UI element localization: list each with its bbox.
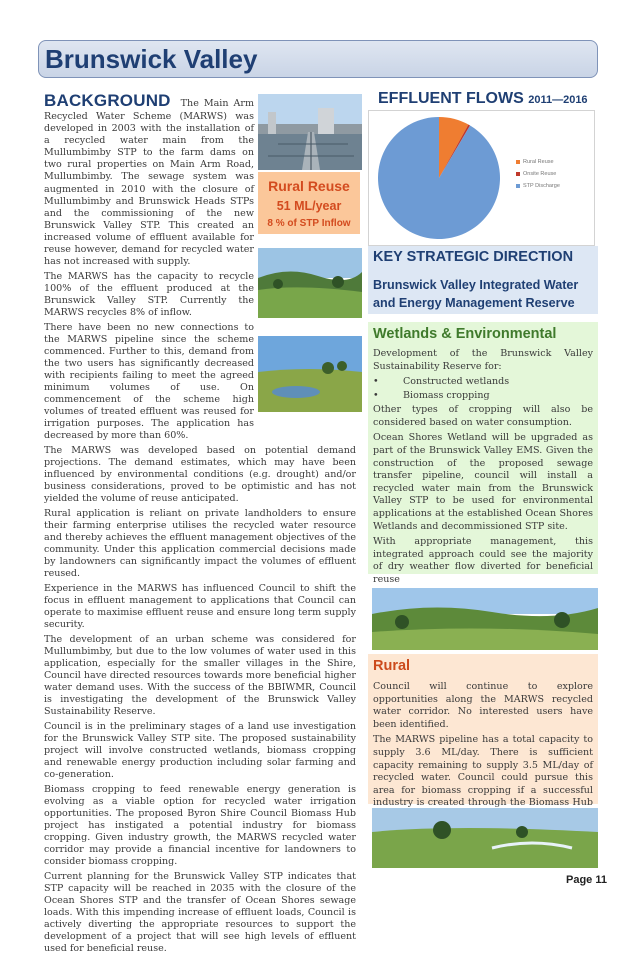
title-banner — [38, 40, 598, 78]
pie-legend — [516, 159, 560, 195]
legend-item-rural-reuse: Rural Reuse — [516, 159, 560, 165]
wetlands-p3: With appropriate management, this integrated approach could see the majority of dry weather flow diverted for beneficial reuse — [373, 536, 593, 585]
rural-reuse-share: 8 % of STP Inflow — [267, 218, 351, 229]
valley-photo — [372, 588, 598, 650]
background-p1: BACKGROUND The Main Arm Recycled Water Scheme (MARWS) was developed in 2003 with the installation of a recycled water main from the Mullumbimby STP to the farm dams on two rural properties on Main Arm Road, Mullumbimby. The sewage system was augmented in 2010 with the closure of Mullumbimby and Brunswick Heads STPs and the commissioning of the new Brunswick Valley STP. This created an increased volume of effluent available for reuse however, demand for recycled water has not increased with supply. — [44, 91, 254, 267]
page-title: Brunswick Valley — [45, 44, 258, 74]
strategic-heading: KEY STRATEGIC DIRECTION — [373, 249, 574, 265]
wetlands-p1: Other types of cropping will also be considered based on water consumption. — [373, 404, 593, 428]
dam-photo — [258, 336, 362, 412]
page-number: Page 11 — [566, 874, 607, 886]
background-p6: Experience in the MARWS has influenced Council to shift the focus in effluent management to applications that Council can operate to maximise effluent reuse and ensure long term supply security. — [44, 583, 356, 631]
rural-p2: The MARWS pipeline has a total capacity to supply 3.6 ML/day. There is sufficient capacity remaining to supply 3.5 ML/day of recycled water. Council could pursue this area for biomass cropping if a successful industry is created through the Biomass Hub — [373, 734, 593, 809]
rural-box — [368, 654, 598, 809]
rural-reuse-title: Rural Reuse — [268, 178, 350, 194]
background-p2: The MARWS has the capacity to recycle 100% of the effluent produced at the Brunswick Valley STP. Currently the MARWS recycles 8% of inflow. — [44, 270, 254, 318]
legend-item-onsite-reuse: Onsite Reuse — [516, 171, 560, 177]
pie-svg — [369, 111, 509, 245]
strategic-direction-box — [368, 246, 598, 314]
irrigation-photo — [372, 808, 598, 868]
legend-item-stp-discharge: STP Discharge — [516, 183, 560, 189]
hills-photo — [258, 248, 362, 318]
rural-p1: Council will continue to explore opportunities along the MARWS recycled water corridor. No interested users have been identified. — [373, 681, 593, 730]
wetlands-box — [368, 322, 598, 585]
rural-reuse-callout — [258, 172, 360, 234]
wetlands-intro: Development of the Brunswick Valley Sustainability Reserve for: — [373, 348, 593, 372]
background-p8: Council is in the preliminary stages of a land use investigation for the Brunswick Valley STP site. The proposed sustainability project will involve constructed wetlands, biomass cropping and renewable energy production including solar farming and co-generation. — [44, 721, 356, 781]
background-p3: There have been no new connections to the MARWS pipeline since the scheme commenced. Further to this, demand from the two users has significantly decreased with recipients failing to meet the agreed minimum volumes of use. On commencement of the scheme high volumes of treated effluent was reused for irrigation purposes. The application has decreased by more than 60%. — [44, 321, 254, 441]
pie-slice-stp-discharge — [378, 117, 500, 239]
stp-photo — [258, 94, 362, 170]
background-p10: Current planning for the Brunswick Valley STP indicates that STP capacity will be reached in 2035 with the closure of the Ocean Shores STP and the transfer of Ocean Shores sewage loads. With this impending increase of effluent loads, Council is actively diverting the appropriate resources to support the development of a project that will see high levels of effluent used for beneficial reuse. — [44, 871, 356, 955]
effluent-pie-chart — [368, 110, 595, 246]
background-p9: Biomass cropping to feed renewable energy generation is evolving as a viable option for recycled water irrigation opportunities. The proposed Byron Shire Council Biomass Hub project has instigated a potential industry for biomass cropping. Given industry growth, the MARWS recycled water corridor may provide a financial incentive for landowners to consider biomass cropping. — [44, 784, 356, 868]
effluent-heading: EFFLUENT FLOWS 2011—2016 — [378, 90, 588, 107]
background-p4: The MARWS was developed based on potential demand projections. The demand estimates, which may have been influenced by environmental conditions (e.g. drought) and/or business considerations, proved to be optimistic and has not yielded the volume of reuse anticipated. — [44, 444, 356, 504]
rural-heading: Rural — [373, 658, 411, 674]
wetlands-p2: Ocean Shores Wetland will be upgraded as part of the Brunswick Valley EMS. Given the construction of the proposed sewage transfer pipeline, council will install a recycled water main from the Brunswick Valley STP to be used for environmental applications at the established Ocean Shores Wetlands and decommissioned STP site. — [373, 432, 593, 532]
background-p5: Rural application is reliant on private landholders to ensure their farming enterprise utilises the recycled water resource and thereby achieves the effluent management objectives of the community. Under this application commercial decisions made by landowners can significantly impact the volumes of effluent reused. — [44, 507, 356, 579]
wetlands-bullet: • Constructed wetlands — [373, 376, 510, 388]
rural-reuse-volume: 51 ML/year — [276, 199, 342, 213]
wetlands-bullet: • Biomass cropping — [373, 390, 490, 402]
background-p7: The development of an urban scheme was considered for Mullumbimby, but due to the low volumes of water used in this application, especially for the smaller villages in the Shire, Council have directed resources towards more beneficial higher water demand uses. With the success of the BBIWMR, Council is investigating the development of the Brunswick Valley Sustainability Reserve. — [44, 634, 356, 718]
strategic-body: Brunswick Valley Integrated Water and Energy Management Reserve — [373, 278, 579, 311]
wetlands-heading: Wetlands & Environmental — [373, 326, 557, 342]
background-heading: BACKGROUND — [44, 91, 171, 110]
